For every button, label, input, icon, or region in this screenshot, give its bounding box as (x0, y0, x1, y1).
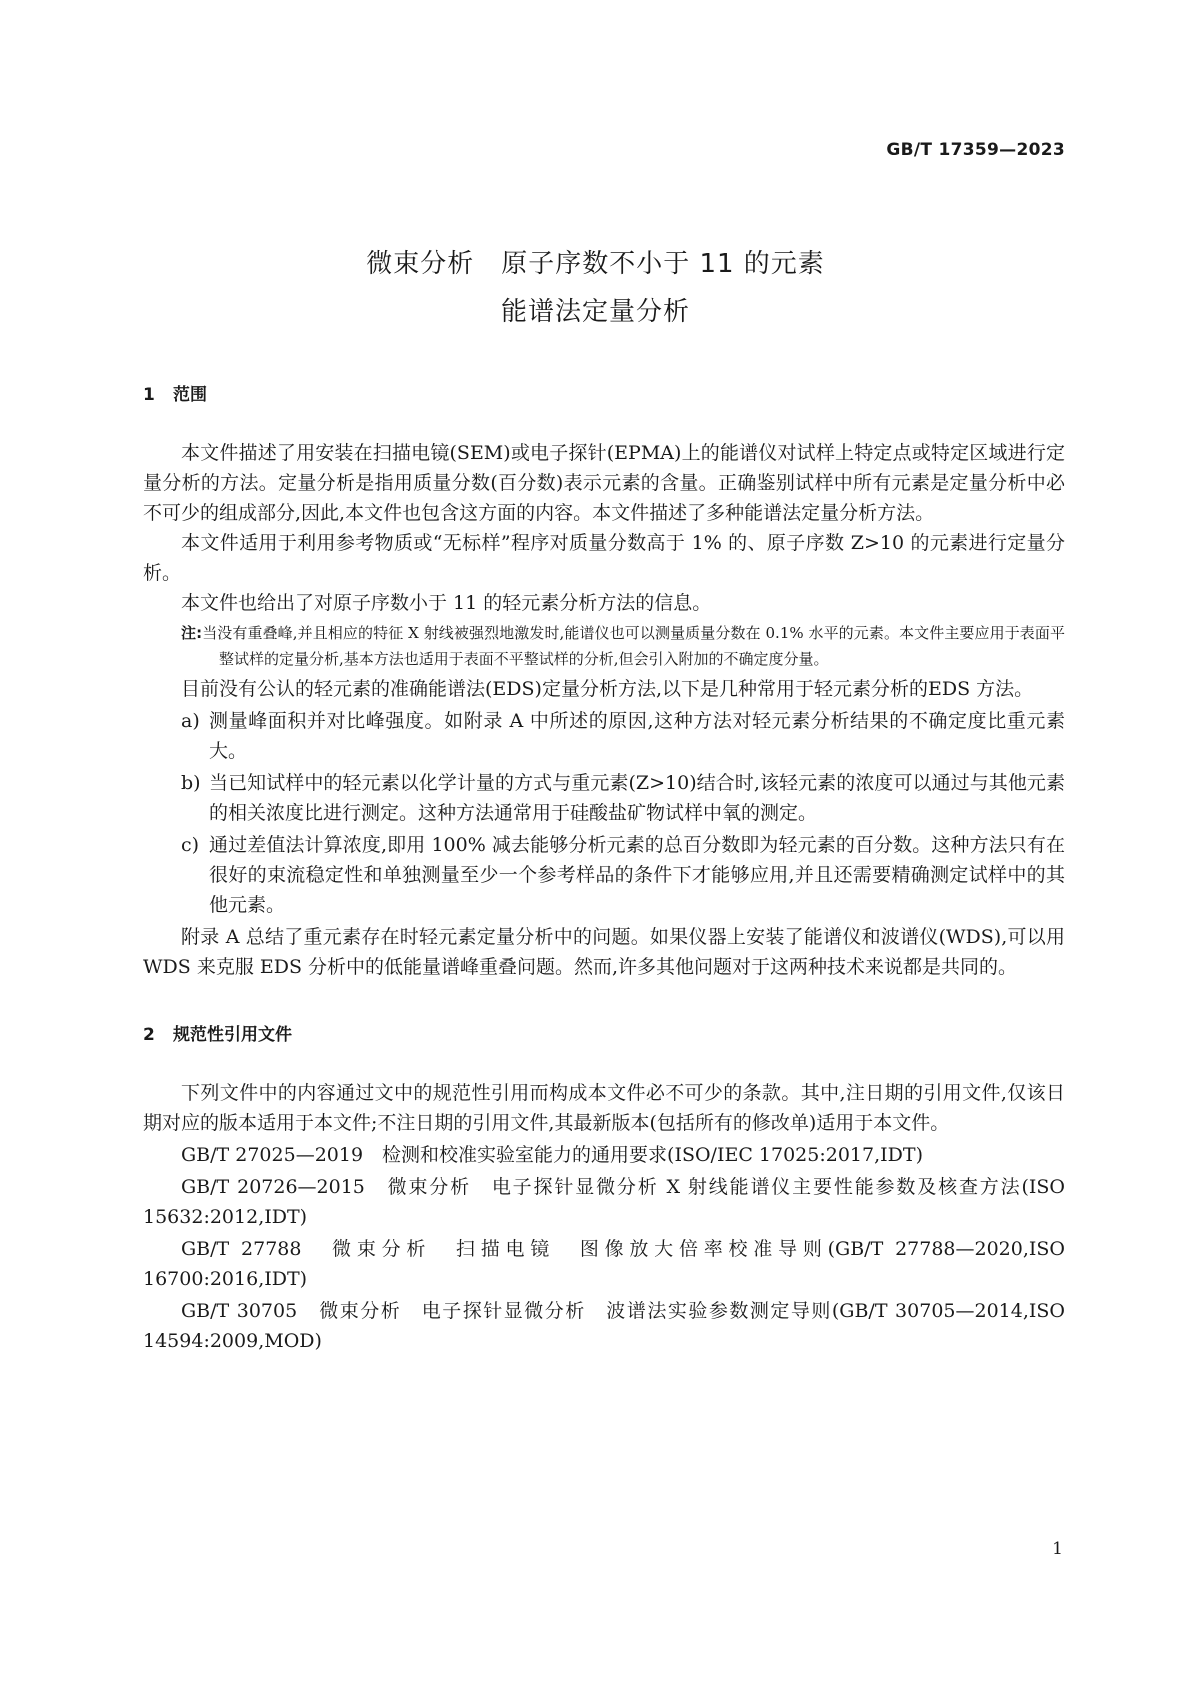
scope-paragraph-1: 本文件描述了用安装在扫描电镜(SEM)或电子探针(EPMA)上的能谱仪对试样上特定点或特定区域进行定量分析的方法。定量分析是指用质量分数(百分数)表示元素的含量。正确鉴别试样中所有元素是定量分析中必不可少的组成部分,因此,本文件也包含这方面的内容。本文件描述了多种能谱法定量分析方法。 (143, 442, 1065, 524)
title-line-2: 能谱法定量分析 (500, 297, 690, 327)
scope-note (181, 620, 1065, 672)
section-1-title: 范围 (173, 385, 207, 405)
scope-paragraph-4: 目前没有公认的轻元素的准确能谱法(EDS)定量分析方法,以下是几种常用于轻元素分析的EDS 方法。 (181, 678, 1034, 700)
note-text: 当没有重叠峰,并且相应的特征 X 射线被强烈地激发时,能谱仪也可以测量质量分数在 0.1% 水平的元素。本文件主要应用于表面平整试样的定量分析,基本方法也适用于表面不平整试样的分析,但会引入附加的不确定度分量。 (202, 624, 1065, 668)
scope-paragraph-5: 附录 A 总结了重元素存在时轻元素定量分析中的问题。如果仪器上安装了能谱仪和波谱仪(WDS),可以用 WDS 来克服 EDS 分析中的低能量谱峰重叠问题。然而,许多其他问题对于这两种技术来说都是共同的。 (143, 926, 1065, 978)
list-item (143, 830, 1065, 920)
list-item-text: 测量峰面积并对比峰强度。如附录 A 中所述的原因,这种方法对轻元素分析结果的不确定度比重元素大。 (209, 710, 1065, 762)
scope-paragraph-2: 本文件适用于利用参考物质或“无标样”程序对质量分数高于 1% 的、原子序数 Z>10 的元素进行定量分析。 (143, 532, 1065, 584)
references-intro-paragraph: 下列文件中的内容通过文中的规范性引用而构成本文件必不可少的条款。其中,注日期的引用文件,仅该日期对应的版本适用于本文件;不注日期的引用文件,其最新版本(包括所有的修改单)适用于本文件。 (143, 1082, 1065, 1134)
list-marker: a) (181, 710, 200, 732)
reference-entry: GB/T 20726—2015 微束分析 电子探针显微分析 X 射线能谱仪主要性能参数及核查方法(ISO 15632:2012,IDT) (143, 1176, 1065, 1228)
document-title (0, 240, 1191, 336)
standard-code: GB/T 17359—2023 (886, 140, 1065, 160)
list-item (143, 768, 1065, 828)
title-line-1: 微束分析 原子序数不小于 11 的元素 (366, 249, 825, 279)
page-number: 1 (1052, 1539, 1063, 1559)
list-marker: b) (181, 772, 201, 794)
list-item-text: 通过差值法计算浓度,即用 100% 减去能够分析元素的总百分数即为轻元素的百分数。这种方法只有在很好的束流稳定性和单独测量至少一个参考样品的条件下才能够应用,并且还需要精确测定试样中的其他元素。 (209, 834, 1065, 916)
section-2-heading (143, 1020, 1065, 1050)
section-1-heading (143, 380, 1065, 410)
reference-entry: GB/T 30705 微束分析 电子探针显微分析 波谱法实验参数测定导则(GB/T 30705—2014,ISO 14594:2009,MOD) (143, 1300, 1065, 1352)
section-2-number: 2 (143, 1025, 155, 1045)
reference-entry: GB/T 27025—2019 检测和校准实验室能力的通用要求(ISO/IEC 17025:2017,IDT) (181, 1144, 923, 1166)
list-marker: c) (181, 834, 200, 856)
document-body (143, 380, 1065, 1358)
list-item (143, 706, 1065, 766)
list-item-text: 当已知试样中的轻元素以化学计量的方式与重元素(Z>10)结合时,该轻元素的浓度可以通过与其他元素的相关浓度比进行测定。这种方法通常用于硅酸盐矿物试样中氧的测定。 (209, 772, 1065, 824)
reference-entry: GB/T 27788 微束分析 扫描电镜 图像放大倍率校准导则(GB/T 27788—2020,ISO 16700:2016,IDT) (143, 1238, 1065, 1290)
section-1-number: 1 (143, 385, 155, 405)
scope-paragraph-3: 本文件也给出了对原子序数小于 11 的轻元素分析方法的信息。 (181, 592, 712, 614)
section-2-title: 规范性引用文件 (173, 1025, 292, 1045)
note-label: 注: (181, 624, 203, 642)
